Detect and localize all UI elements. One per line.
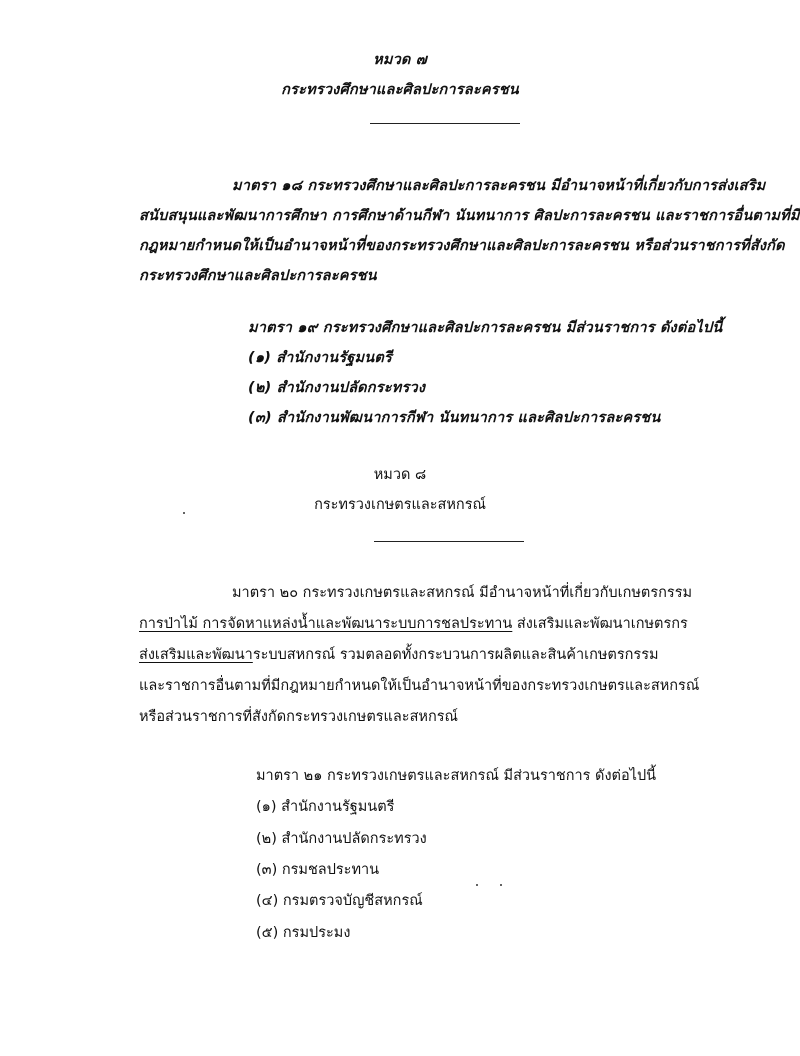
section-20-line-3-rest: ระบบสหกรณ์ รวมตลอดทั้งกระบวนการผลิตและสินค้าเกษตรกรรม xyxy=(252,647,659,663)
chapter-7-divider xyxy=(370,123,520,124)
section-19-item-2: (๒) สำนักงานปลัดกระทรวง xyxy=(248,380,426,396)
chapter-8-heading: หมวด ๘ xyxy=(373,467,427,483)
section-18-line-1: มาตรา ๑๘ กระทรวงศึกษาและศิลปะการละครชน มีอำนาจหน้าที่เกี่ยวกับการส่งเสริม xyxy=(232,178,766,194)
section-20-line-5: หรือส่วนราชการที่สังกัดกระทรวงเกษตรและสหกรณ์ xyxy=(139,709,458,725)
section-20-line-4: และราชการอื่นตามที่มีกฎหมายกำหนดให้เป็นอำนาจหน้าที่ของกระทรวงเกษตรและสหกรณ์ xyxy=(139,678,700,694)
section-19-intro: มาตรา ๑๙ กระทรวงศึกษาและศิลปะการละครชน มีส่วนราชการ ดังต่อไปนี้ xyxy=(248,320,723,336)
scan-speck xyxy=(476,884,478,886)
section-20-line-2-underlined: การป่าไม้ การจัดหาแหล่งน้ำและพัฒนาระบบการชลประทาน xyxy=(139,616,513,632)
section-21-item-4: (๔) กรมตรวจบัญชีสหกรณ์ xyxy=(256,893,423,909)
section-21-item-5: (๕) กรมประมง xyxy=(256,925,351,941)
section-18-line-3: กฎหมายกำหนดให้เป็นอำนาจหน้าที่ของกระทรวงศึกษาและศิลปะการละครชน หรือส่วนราชการที่สังกัด xyxy=(139,238,785,254)
chapter-7-title: กระทรวงศึกษาและศิลปะการละครชน xyxy=(281,82,519,98)
section-20-line-1: มาตรา ๒๐ กระทรวงเกษตรและสหกรณ์ มีอำนาจหน้าที่เกี่ยวกับเกษตรกรรม xyxy=(232,585,693,601)
scan-speck xyxy=(500,884,502,886)
section-20-line-2-rest: ส่งเสริมและพัฒนาเกษตรกร xyxy=(512,616,688,632)
section-20-line-3-underlined: ส่งเสริมและพัฒนา xyxy=(139,647,253,663)
chapter-7-heading: หมวด ๗ xyxy=(373,52,427,68)
section-18-line-2: สนับสนุนและพัฒนาการศึกษา การศึกษาด้านกีฬา นันทนาการ ศิลปะการละครชน และราชการอื่นตามที่มี xyxy=(139,208,800,224)
section-20-line-2 xyxy=(139,614,688,634)
section-21-intro: มาตรา ๒๑ กระทรวงเกษตรและสหกรณ์ มีส่วนราชการ ดังต่อไปนี้ xyxy=(256,768,657,784)
section-21-item-2: (๒) สำนักงานปลัดกระทรวง xyxy=(256,831,427,847)
chapter-8-divider xyxy=(374,541,524,542)
section-21-item-3: (๓) กรมชลประทาน xyxy=(256,862,380,878)
section-20-line-3 xyxy=(139,645,659,665)
scan-speck xyxy=(183,512,185,514)
section-19-item-1: (๑) สำนักงานรัฐมนตรี xyxy=(248,350,392,366)
chapter-8-title: กระทรวงเกษตรและสหกรณ์ xyxy=(314,497,486,513)
section-18-line-4: กระทรวงศึกษาและศิลปะการละครชน xyxy=(139,268,377,284)
section-19-item-3: (๓) สำนักงานพัฒนาการกีฬา นันทนาการ และศิลปะการละครชน xyxy=(248,410,661,426)
section-21-item-1: (๑) สำนักงานรัฐมนตรี xyxy=(256,799,395,815)
